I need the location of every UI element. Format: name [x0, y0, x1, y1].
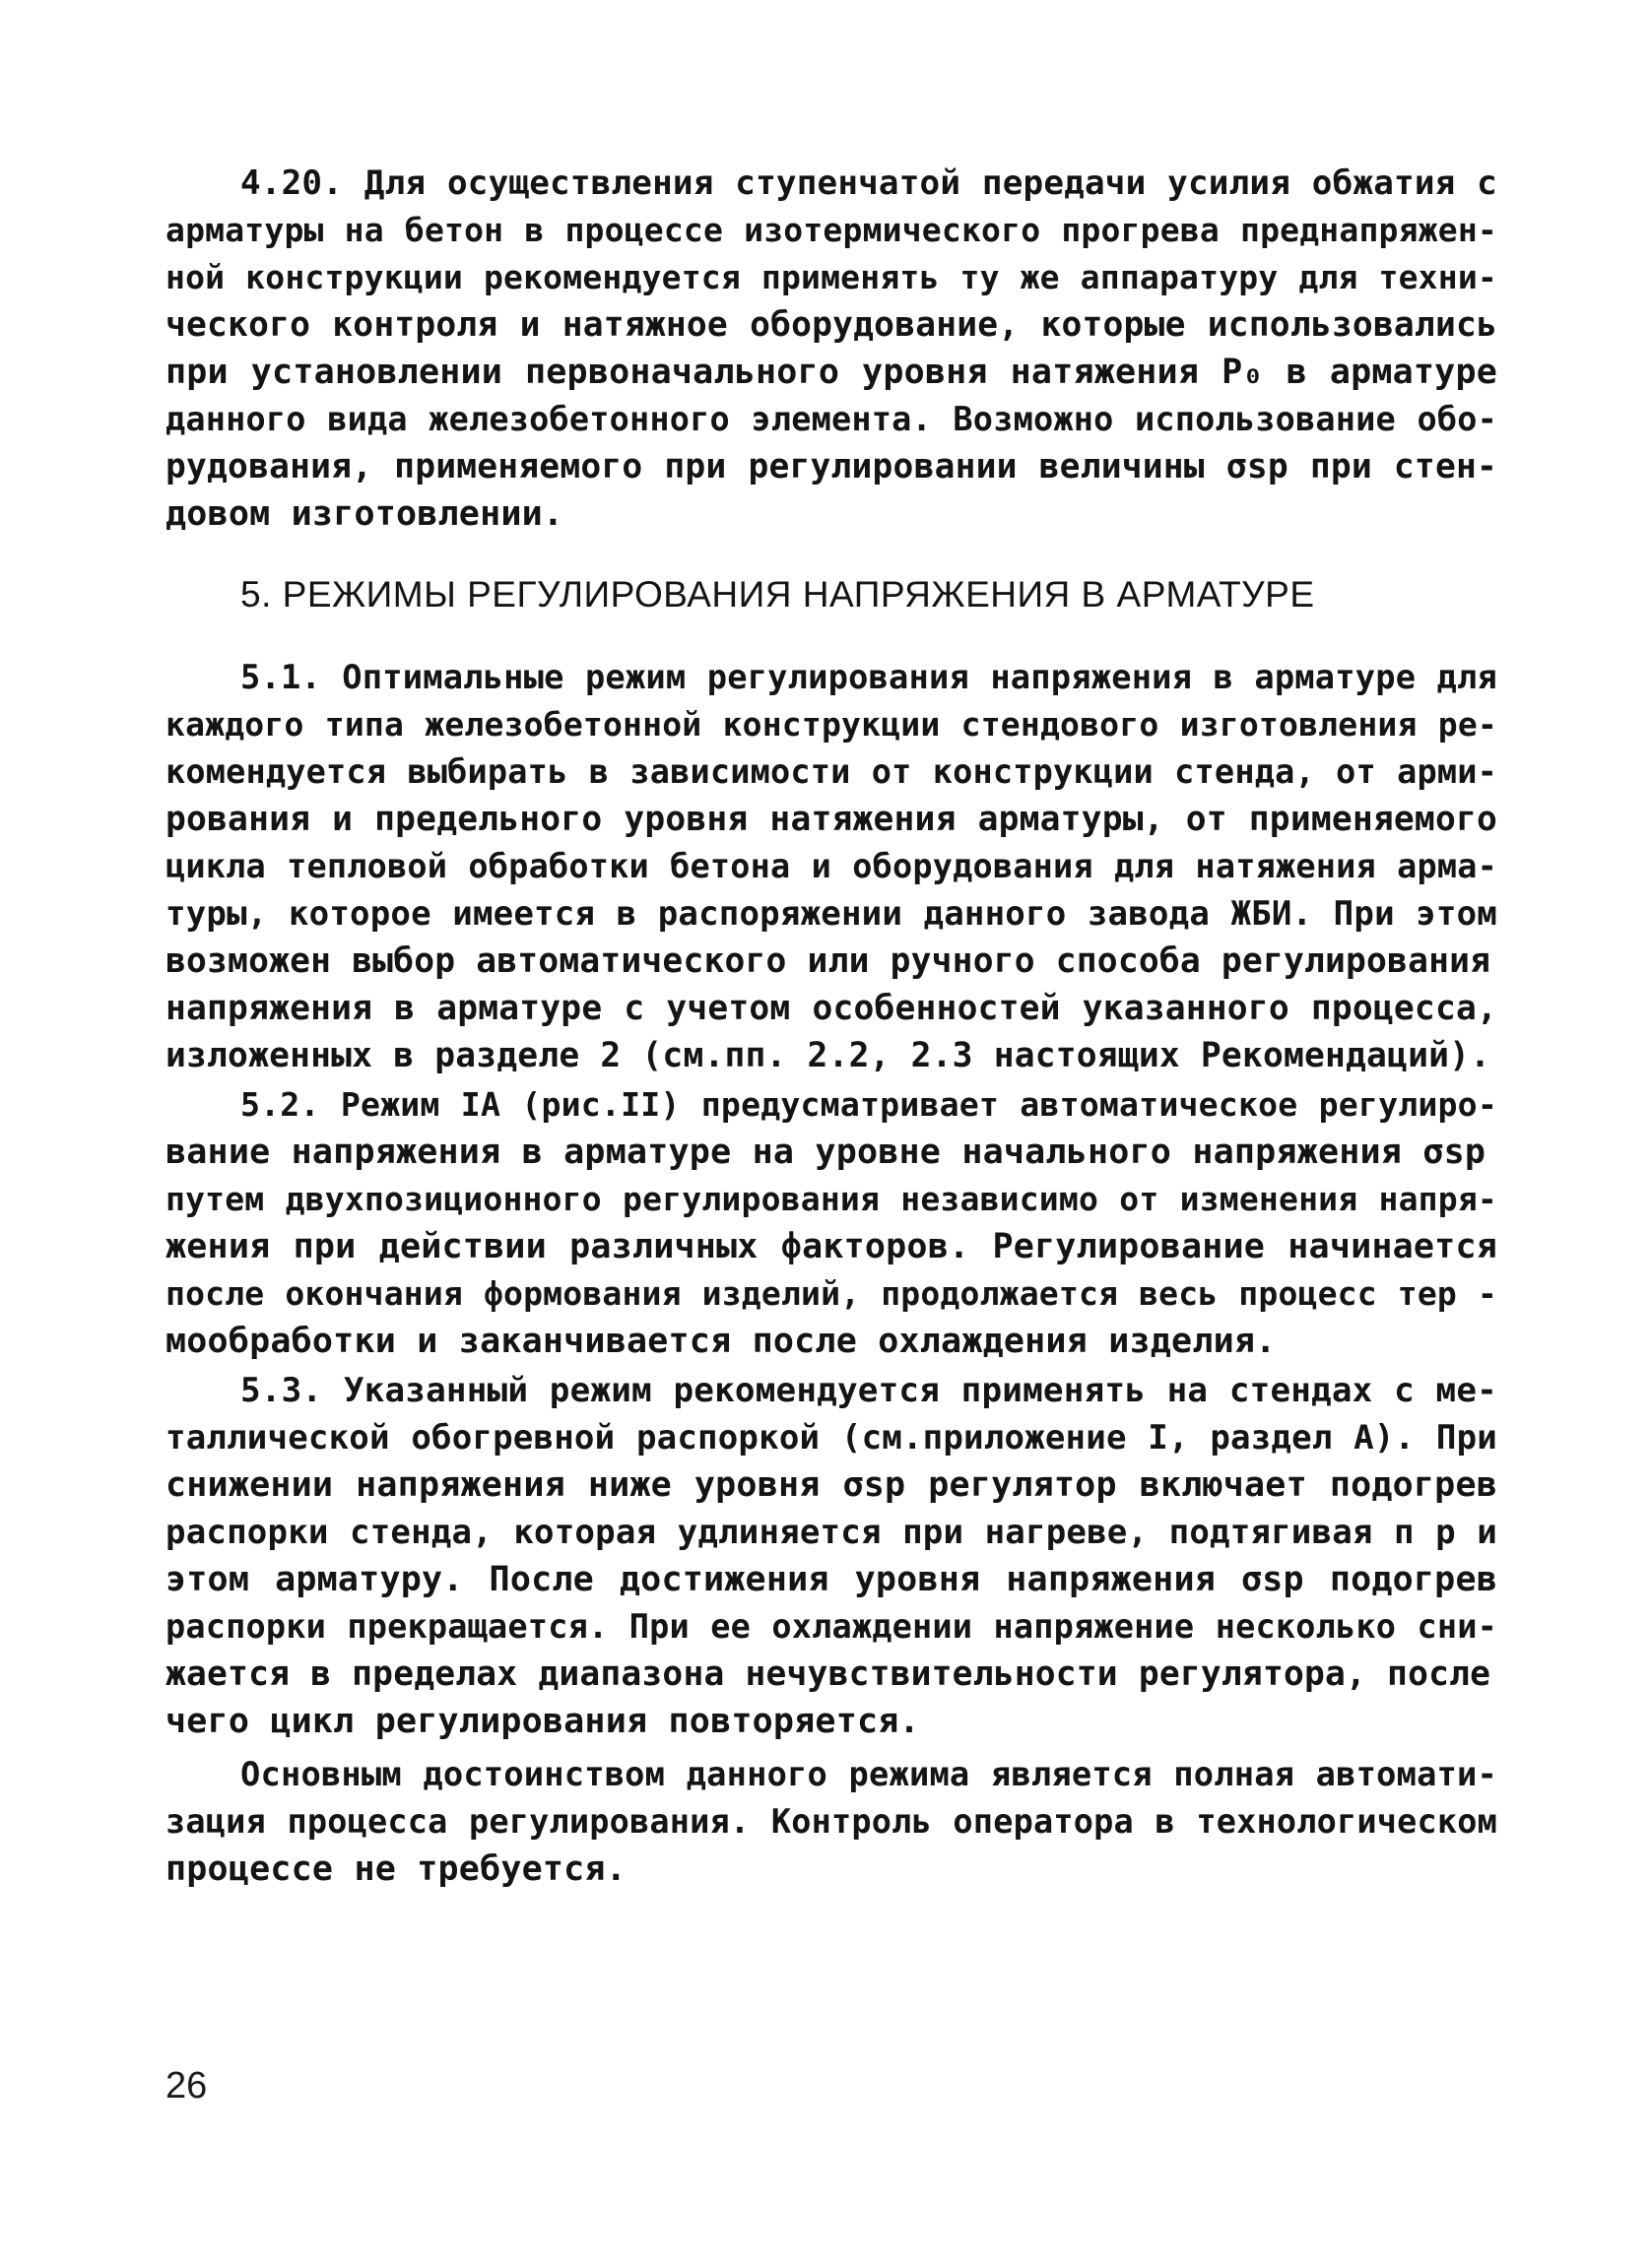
paragraph-5-1 [165, 654, 1497, 1079]
text-line: распорки стенда, которая удлиняется при нагреве, подтягивая п р и [165, 1513, 1497, 1552]
text-line: 5.3. Указанный режим рекомендуется применять на стендах с ме- [240, 1371, 1497, 1410]
text-line: возможен выбор автоматического или ручного способа регулирования [165, 941, 1491, 981]
text-line: вание напряжения в арматуре на уровне начального напряжения σsp [165, 1133, 1486, 1172]
text-line: жения при действии различных факторов. Регулирование начинается [165, 1227, 1497, 1266]
text-line: этом арматуру. После достижения уровня напряжения σsp подогрев [165, 1560, 1497, 1599]
text-line: 5.1. Оптимальные режим регулирования напряжения в арматуре для [240, 658, 1497, 696]
text-line: арматуры на бетон в процессе изотермического прогрева преднапряжен- [165, 211, 1497, 249]
paragraph-final [165, 1751, 1497, 1893]
text-line: процессе не требуется. [165, 1849, 627, 1889]
text-line: рудования, применяемого при регулировании величины σsp при стен- [165, 447, 1497, 486]
text-line: распорки прекращается. При ее охлаждении напряжение несколько сни- [165, 1607, 1497, 1646]
text-line: 5.2. Режим IA (рис.II) предусматривает автоматическое регулиро- [240, 1085, 1497, 1124]
text-line: комендуется выбирать в зависимости от конструкции стенда, от арми- [165, 752, 1497, 791]
text-line: таллической обогревной распоркой (см.приложение I, раздел А). При [165, 1418, 1497, 1458]
paragraph-5-2 [165, 1081, 1497, 1365]
paragraph-4-20 [165, 160, 1497, 538]
text-line: мообработки и заканчивается после охлаждения изделия. [165, 1322, 1277, 1361]
text-line: туры, которое имеется в распоряжении данного завода ЖБИ. При этом [165, 894, 1497, 934]
text-line: снижении напряжения ниже уровня σsp регулятор включает подогрев [165, 1465, 1497, 1505]
text-line: каждого типа железобетонной конструкции стендового изготовления ре- [165, 705, 1497, 744]
text-line: жается в пределах диапазона нечувствительности регулятора, после [165, 1654, 1491, 1694]
text-line: изложенных в разделе 2 (см.пп. 2.2, 2.3 настоящих Рекомендаций). [165, 1036, 1491, 1075]
text-line: после окончания формования изделий, продолжается весь процесс тер - [165, 1274, 1497, 1313]
text-line: ческого контроля и натяжное оборудование, которые использовались [165, 305, 1497, 345]
text-line: при установлении первоначального уровня натяжения P₀ в арматуре [165, 353, 1497, 392]
text-line: ной конструкции рекомендуется применять ту же аппаратуру для техни- [165, 258, 1497, 296]
text-line: данного вида железобетонного элемента. Возможно использование обо- [165, 400, 1497, 438]
text-line: рования и предельного уровня натяжения арматуры, от применяемого [165, 800, 1497, 839]
page-number: 26 [165, 2065, 208, 2106]
text-line: чего цикл регулирования повторяется. [165, 1702, 920, 1741]
text-line: путем двухпозиционного регулирования независимо от изменения напря- [165, 1180, 1497, 1218]
text-line: напряжения в арматуре с учетом особенностей указанного процесса, [165, 989, 1497, 1028]
text-line: Основным достоинством данного режима является полная автомати- [240, 1755, 1497, 1793]
section-heading-block [165, 571, 1497, 618]
section-heading: 5. РЕЖИМЫ РЕГУЛИРОВАНИЯ НАПРЯЖЕНИЯ В АРМАТУРЕ [240, 574, 1315, 615]
text-line: цикла тепловой обработки бетона и оборудования для натяжения арма- [165, 847, 1497, 885]
paragraph-5-3 [165, 1367, 1497, 1745]
text-line: 4.20. Для осуществления ступенчатой передачи усилия обжатия с [240, 163, 1497, 203]
text-line: довом изготовлении. [165, 494, 564, 534]
text-line: зация процесса регулирования. Контроль оператора в технологическом [165, 1802, 1497, 1841]
